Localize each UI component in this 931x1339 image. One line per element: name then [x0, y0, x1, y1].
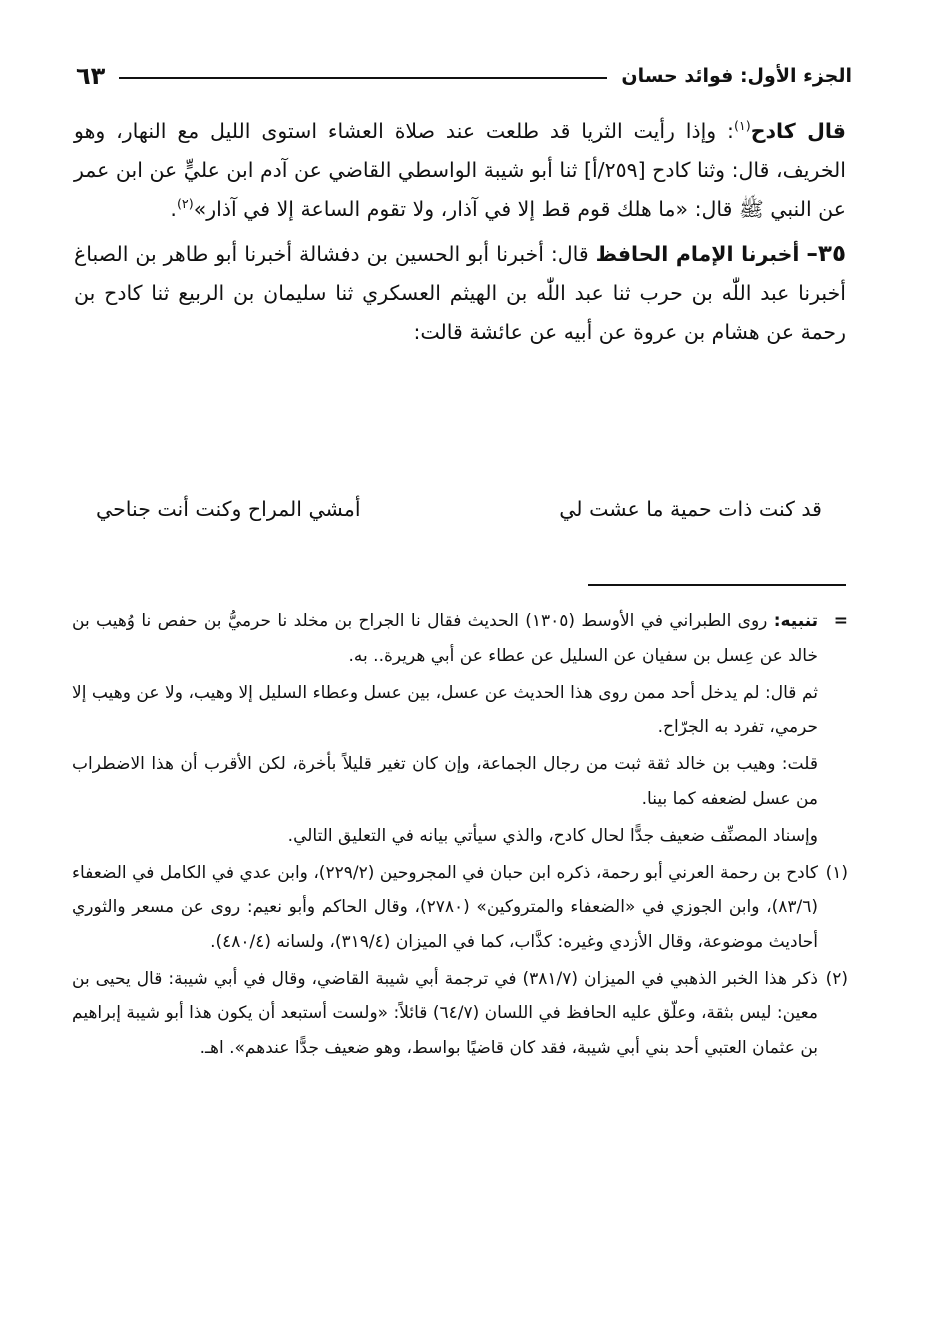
paragraph-hadith-35: [74, 235, 846, 353]
footnote-2-marker: (٢): [825, 968, 848, 989]
running-header: [72, 58, 852, 94]
footnote-2: [72, 962, 848, 1066]
header-title: الجزء الأول: فوائد حسان: [621, 65, 852, 87]
poetry-verse: [96, 488, 822, 530]
note-paragraph: ثم قال: لم يدخل أحد ممن روى هذا الحديث عن عسل، بين عسل وعطاء السليل إلا وهيب، ولا عن وهيب إلا حرمي، تفرد به الجرّاح.: [72, 682, 818, 737]
page-number: ٦٣: [76, 62, 106, 90]
note-paragraph: وإسناد المصنِّف ضعيف جدًّا لحال كادح، والذي سيأتي بيانه في التعليق التالي.: [287, 825, 818, 846]
footnote-1: [72, 856, 848, 960]
paragraph-kadih-saying: [74, 112, 846, 230]
speaker-name: قال كادح: [750, 119, 846, 143]
verse-first-hemistich: قد كنت ذات حمية ما عشت لي: [559, 497, 822, 521]
continuation-marker: =: [833, 611, 848, 631]
footnote-separator: [588, 584, 846, 586]
main-text: [74, 112, 846, 357]
header-rule: [119, 77, 607, 79]
footnote-ref-1: (١): [733, 118, 751, 134]
note-label: تنبيه:: [773, 611, 819, 631]
chain-lead: أخبرنا الإمام الحافظ: [595, 241, 800, 266]
paragraph-text: : وإذا رأيت الثريا قد طلعت عند صلاة العشاء استوى الليل مع النهار، وهو الخريف، قال: وثنا كادح [٢٥٩/أ] ثنا أبو شيبة الواسطي القاضي عن آدم ابن عليٍّ عن ابن عمر عن النبي ﷺ قال: «ما هلك قوم قط إلا في آذار، ولا تقوم الساعة إلا في آذار»: [74, 119, 847, 222]
footnote-1-text: كادح بن رحمة العرني أبو رحمة، ذكره ابن حبان في المجروحين (٢٢٩/٢)، وابن عدي في الكامل في الضعفاء (٨٣/٦)، وابن الجوزي في «الضعفاء والمتروكين» (٢٧٨٠)، وقال الحاكم وأبو نعيم: روى عن مسعر والثوري أحاديث موضوعة، وقال الأزدي وغيره: كذَّاب، كما في الميزان (٣١٩/٤)، ولسانه (٤٨٠/٤).: [72, 862, 819, 952]
verse-second-hemistich: أمشي المراح وكنت أنت جناحي: [96, 497, 361, 521]
note-text: روى الطبراني في الأوسط (١٣٠٥) الحديث فقال نا الجراح بن مخلد نا حرميُّ بن حفص نا وُهيب بن خالد عن عِسل بن سفيان عن السليل عن عطاء عن أبي هريرة.. به.: [72, 611, 818, 666]
footnote-2-text: ذكر هذا الخبر الذهبي في الميزان (٣٨١/٧) في ترجمة أبي شيبة القاضي، وقال في أبي شيبة: قال يحيى بن معين: ليس بثقة، وعلّق عليه الحافظ في اللسان (٦٤/٧) قائلاً: «ولست أستبعد أن يكون هذا أبو شيبة إبراهيم بن عثمان العتبي أحد بني أبي شيبة، فقد كان قاضيًا بواسط، وهو ضعيف جدًّا عندهم». اهـ.: [72, 968, 818, 1058]
chain-text: قال: أخبرنا أبو الحسين بن دفشالة أخبرنا أبو طاهر بن الصباغ أخبرنا عبد اللّٰه بن حرب ثنا عبد اللّٰه بن الهيثم العسكري ثنا سليمان بن الربيع ثنا كادح بن رحمة عن هشام بن عروة عن أبيه عن عائشة قالت:: [74, 241, 846, 345]
footnote-continuation: [72, 604, 848, 673]
footnotes: [72, 604, 848, 1068]
footnote-1-marker: (١): [825, 862, 848, 883]
paragraph-end: .: [170, 197, 177, 222]
footnote-ref-2: (٢): [176, 196, 194, 212]
hadith-number: ٣٥–: [806, 240, 846, 267]
note-paragraph: قلت: وهيب بن خالد ثقة ثبت من رجال الجماعة، وإن كان تغير قليلاً بأخرة، لكن الأقرب أن هذا الاضطراب من عسل لضعفه كما بينا.: [72, 754, 818, 809]
